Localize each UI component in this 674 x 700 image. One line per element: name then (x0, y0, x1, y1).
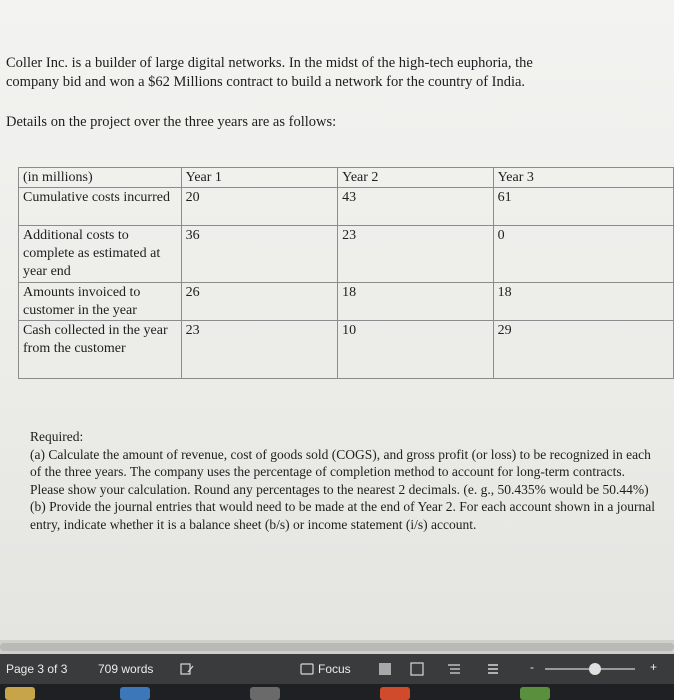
dock (0, 684, 674, 700)
table-cell: 23 (181, 321, 337, 379)
details-text: Details on the project over the three years are as follows: (6, 114, 337, 130)
focus-icon[interactable] (300, 663, 314, 675)
word-count[interactable]: 709 words (98, 662, 154, 676)
row-label: Cash collected in the year from the customer (19, 321, 182, 379)
table-header-row (19, 168, 674, 188)
dock-app-icon[interactable] (520, 687, 550, 700)
table-cell: 10 (338, 321, 493, 379)
table-cell: 20 (181, 188, 337, 226)
focus-button[interactable]: Focus (318, 662, 351, 676)
table-cell: 18 (493, 283, 673, 321)
table-row (19, 226, 674, 283)
zoom-slider-knob[interactable] (589, 663, 601, 675)
required-part-b: (b) Provide the journal entries that would need to be made at the end of Year 2. For each account shown in a journal entry, indicate whether it is a balance sheet (b/s) or income statement (i/s) account. (30, 499, 655, 532)
table-row (19, 321, 674, 379)
zoom-out-icon[interactable]: - (530, 660, 534, 674)
page-count[interactable]: Page 3 of 3 (6, 662, 68, 676)
dock-app-icon[interactable] (380, 687, 410, 700)
project-table (18, 167, 674, 379)
table-cell: 61 (493, 188, 673, 226)
intro-paragraph (6, 54, 646, 92)
table-cell: 0 (493, 226, 673, 283)
table-cell: 18 (338, 283, 493, 321)
header-cell: Year 2 (338, 168, 493, 188)
table-row (19, 188, 674, 226)
row-label: Additional costs to complete as estimated at year end (19, 226, 182, 283)
row-label: Cumulative costs incurred (19, 188, 182, 226)
intro-line-1: Coller Inc. is a builder of large digital networks. In the midst of the high-tech euphoria, the (6, 55, 533, 71)
required-part-a: (a) Calculate the amount of revenue, cost of goods sold (COGS), and gross profit (or loss) to be recognized in each of the three years. The company uses the percentage of completion method to account for long-term contracts. Please show your calculation. Round any percentages to the nearest 2 decimals. (e. g., 50.435% would be 50.44%) (30, 446, 651, 497)
table-row (19, 283, 674, 321)
table-cell: 36 (181, 226, 337, 283)
draft-view-icon[interactable] (486, 662, 500, 676)
proofing-icon[interactable] (180, 663, 194, 675)
row-label: Amounts invoiced to customer in the year (19, 283, 182, 321)
read-mode-icon[interactable] (378, 662, 392, 676)
dock-app-icon[interactable] (250, 687, 280, 700)
dock-app-icon[interactable] (5, 687, 35, 700)
outline-view-icon[interactable] (446, 662, 462, 676)
table-cell: 43 (338, 188, 493, 226)
table-cell: 26 (181, 283, 337, 321)
dock-app-icon[interactable] (120, 687, 150, 700)
scrollbar-thumb[interactable] (0, 643, 674, 651)
required-heading: Required: (30, 429, 84, 444)
horizontal-scrollbar[interactable] (0, 640, 674, 654)
header-cell: Year 3 (493, 168, 673, 188)
header-cell: Year 1 (181, 168, 337, 188)
status-bar (0, 654, 674, 684)
required-section (30, 428, 655, 533)
header-cell: (in millions) (19, 168, 182, 188)
print-layout-icon[interactable] (410, 662, 426, 676)
table-cell: 29 (493, 321, 673, 379)
intro-line-2: company bid and won a $62 Millions contract to build a network for the country of India. (6, 74, 526, 90)
zoom-in-icon[interactable]: + (650, 660, 658, 674)
table-cell: 23 (338, 226, 493, 283)
